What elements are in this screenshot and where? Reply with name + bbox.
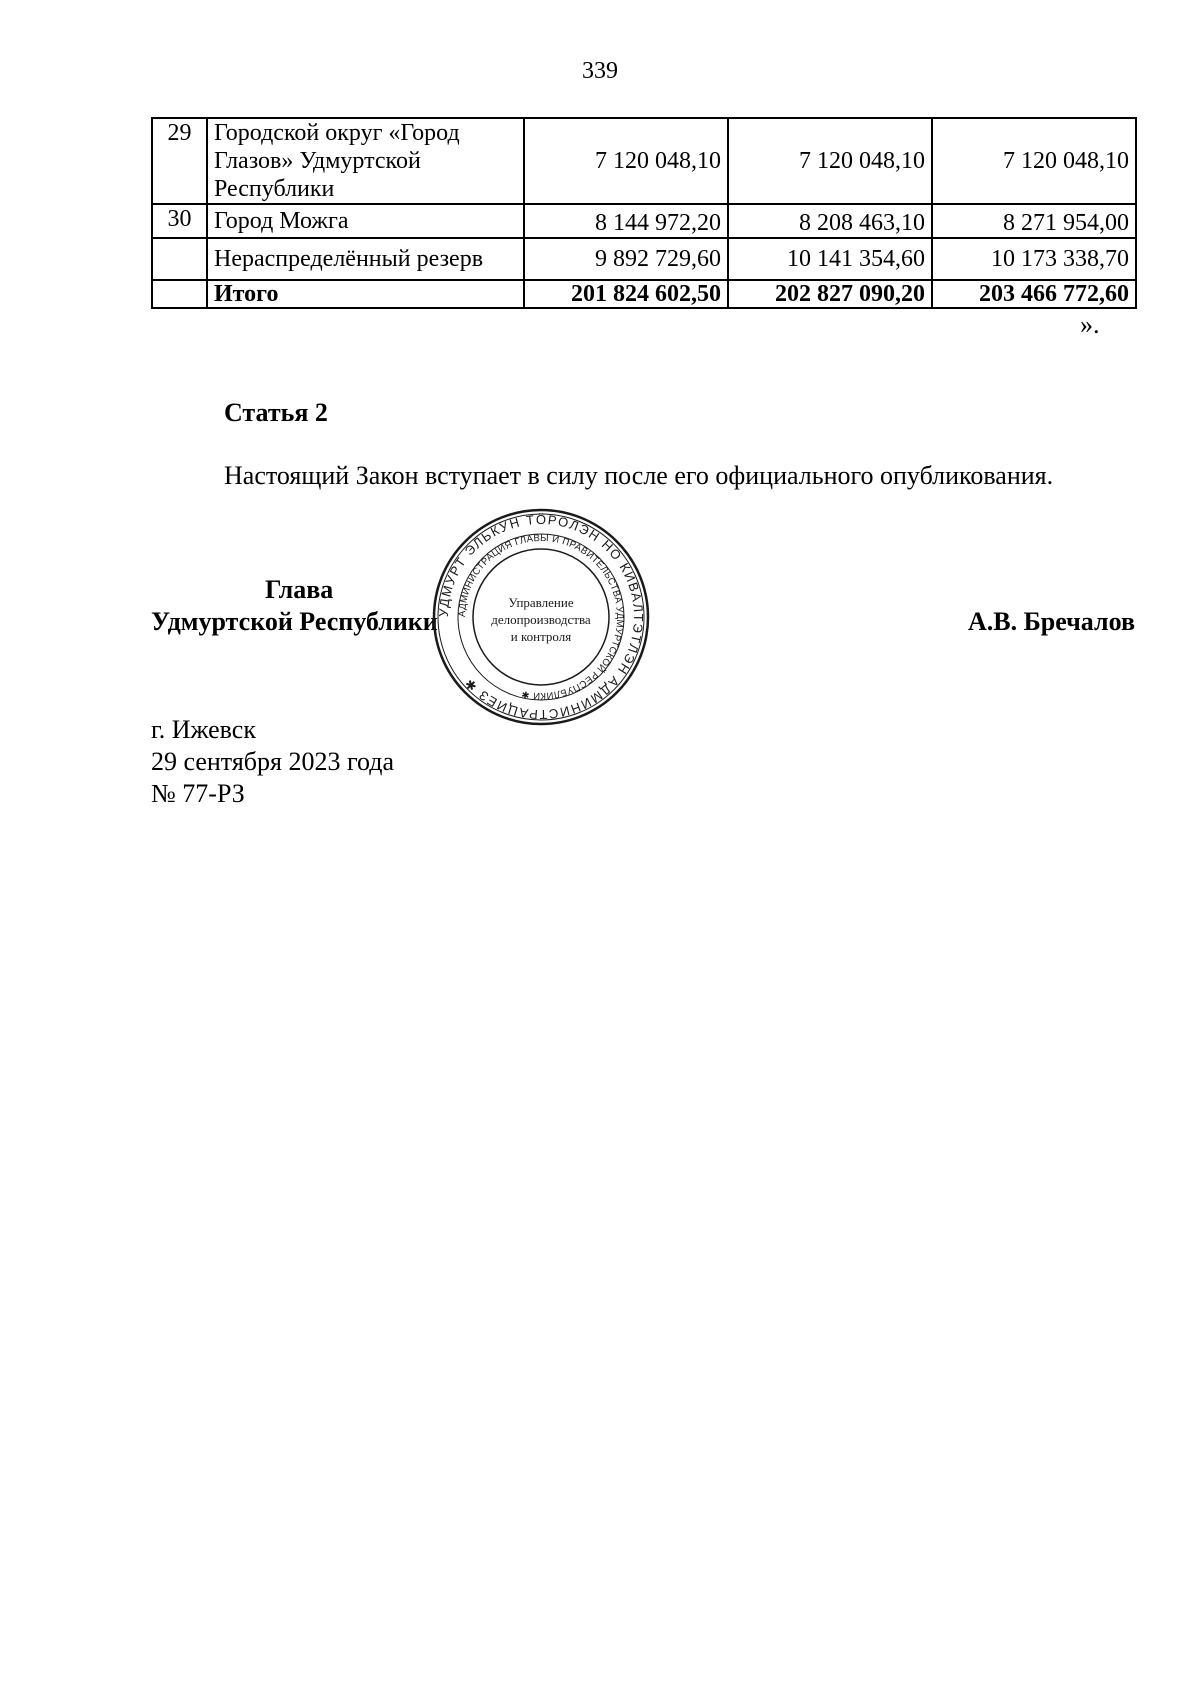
signer-name: А.В. Бречалов (967, 607, 1135, 636)
seal-center-line1: Управление (508, 595, 574, 610)
row-number (152, 280, 207, 308)
row-value-3: 10 173 338,70 (932, 238, 1136, 280)
signer-title-line2: Удмуртской Республики (151, 607, 438, 636)
signer-title-line1: Глава (265, 575, 334, 604)
table-row (152, 204, 1136, 238)
seal-outer-text: УДМУРТ ЭЛЬКУН ТÖРОЛЭН НО КИВАЛТЭТЛЭН АДМИНИСТРАЦИЕЗ ✱ (435, 511, 647, 723)
row-value-2: 8 208 463,10 (728, 204, 932, 238)
row-value-2: 202 827 090,20 (728, 280, 932, 308)
closing-quote: ». (1080, 310, 1100, 339)
article-text: Настоящий Закон вступает в силу после его официального опубликования. (224, 461, 1054, 490)
row-value-1: 201 824 602,50 (524, 280, 728, 308)
row-value-3: 8 271 954,00 (932, 204, 1136, 238)
row-value-2: 7 120 048,10 (728, 118, 932, 204)
signing-place: г. Ижевск (151, 715, 256, 744)
table-row (152, 118, 1136, 204)
table-total-row (152, 280, 1136, 308)
official-seal-icon (431, 507, 651, 727)
row-value-2: 10 141 354,60 (728, 238, 932, 280)
row-value-3: 203 466 772,60 (932, 280, 1136, 308)
table-row (152, 238, 1136, 280)
row-value-1: 9 892 729,60 (524, 238, 728, 280)
row-number (152, 238, 207, 280)
budget-table (151, 117, 1137, 309)
row-name: Нераспределённый резерв (207, 238, 524, 280)
signing-date: 29 сентября 2023 года (151, 747, 395, 776)
row-number: 30 (152, 204, 207, 238)
row-value-1: 8 144 972,20 (524, 204, 728, 238)
row-number: 29 (152, 118, 207, 204)
row-value-1: 7 120 048,10 (524, 118, 728, 204)
seal-center-line3: и контроля (510, 629, 572, 644)
row-name: Городской округ «Город Глазов» Удмуртской Республики (207, 118, 524, 204)
row-value-3: 7 120 048,10 (932, 118, 1136, 204)
row-name: Итого (207, 280, 524, 308)
law-number: № 77-РЗ (151, 779, 245, 808)
page-number: 339 (582, 58, 618, 84)
article-title: Статья 2 (224, 398, 328, 427)
row-name: Город Можга (207, 204, 524, 238)
seal-center-line2: делопроизводства (491, 612, 591, 627)
seal-inner-text: АДМИНИСТРАЦИЯ ГЛАВЫ И ПРАВИТЕЛЬСТВА УДМУРТСКОЙ РЕСПУБЛИКИ ✱ (456, 532, 626, 702)
